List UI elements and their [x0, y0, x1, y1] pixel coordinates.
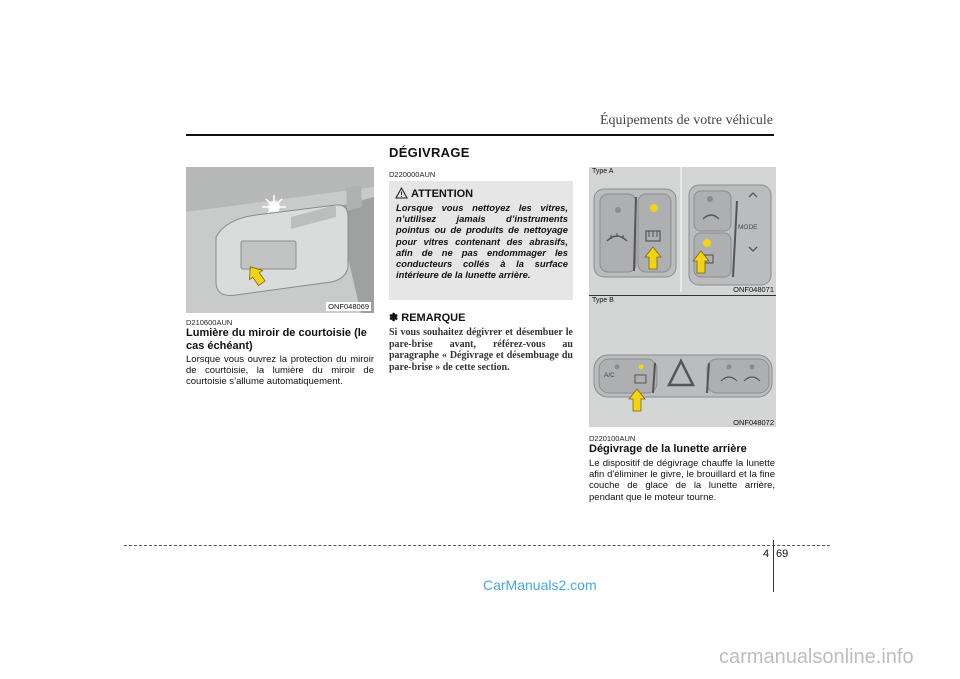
ac-label: A/C	[604, 372, 615, 379]
mode-label: MODE	[738, 224, 758, 231]
attention-title: ATTENTION	[411, 188, 474, 200]
page-number: 69	[776, 548, 789, 560]
note-title-label: REMARQUE	[401, 312, 466, 324]
vanity-mirror-figure	[186, 167, 374, 313]
chapter-number: 4	[763, 548, 770, 560]
subsection-heading: Dégivrage de la lunette arrière	[589, 443, 747, 455]
attention-text: Lorsque vous nettoyez les vitres, n’utilisez jamais d’instruments pointus ou de produits de nettoyage pour vitres contenant des abrasifs, afin de ne pas endommager les conducteurs collés à la surface intérieure de la lunette arrière.	[396, 202, 568, 281]
type-a-label: Type A	[592, 168, 614, 175]
paragraph: Le dispositif de dégivrage chauffe la lunette afin d'éliminer le givre, le brouillard et la fine couche de glace de la lunette arrière, pendant que le moteur tourne.	[589, 458, 775, 503]
note-star-icon: ✽	[389, 312, 399, 324]
section-code: D220000AUN	[389, 170, 436, 179]
figure-caption: ONF048071	[733, 285, 774, 294]
figure-divider	[589, 295, 776, 296]
attention-box	[389, 181, 573, 300]
section-title: DÉGIVRAGE	[389, 145, 470, 160]
subsection-heading: Lumière du miroir de courtoisie (le cas échéant)	[186, 327, 367, 352]
figure-caption: ONF048072	[733, 418, 774, 427]
header-rule	[186, 134, 774, 136]
section-code: D220100AUN	[589, 434, 636, 443]
watermark-link[interactable]: CarManuals2.com	[483, 577, 597, 593]
footer-rule	[124, 545, 830, 546]
watermark-text: carmanualsonline.info	[719, 646, 914, 668]
chapter-header: Équipements de votre véhicule	[600, 113, 773, 128]
warning-triangle-icon	[395, 187, 408, 199]
type-b-controls-illustration	[589, 317, 776, 417]
note-text: Si vous souhaitez dégivrer et désembuer le pare-brise avant, référez-vous au paragraphe « Dégivrage et désembuage du pare-brise » de cette section.	[389, 327, 573, 373]
section-code: D210600AUN	[186, 318, 233, 327]
footer-divider	[773, 540, 774, 592]
type-b-label: Type B	[592, 297, 614, 304]
paragraph: Lorsque vous ouvrez la protection du miroir de courtoisie, la lumière du miroir de courtoisie s’allume automatiquement.	[186, 354, 374, 388]
vanity-mirror-illustration	[186, 167, 374, 313]
note-title	[389, 311, 465, 324]
defrost-figure-panel	[589, 167, 776, 427]
figure-caption: ONF048069	[328, 302, 369, 311]
